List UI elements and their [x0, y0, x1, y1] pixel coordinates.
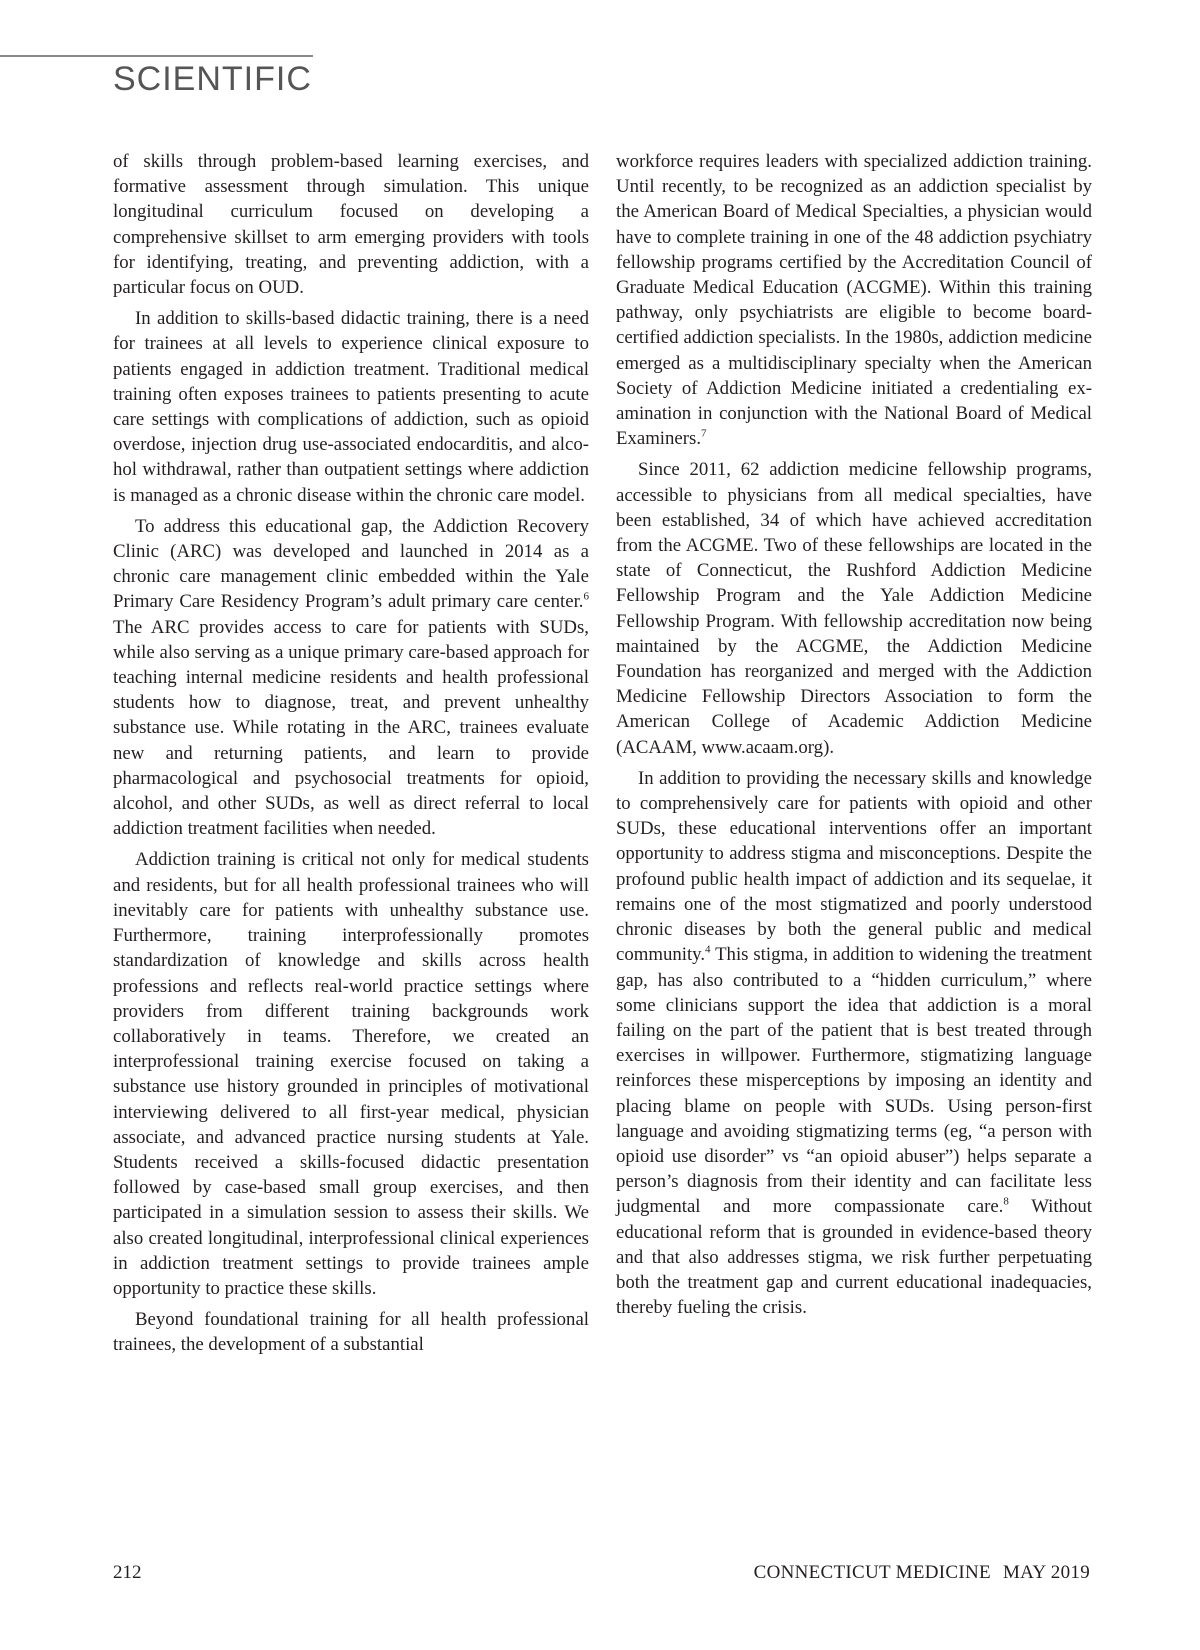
reference-4: 4: [705, 944, 711, 957]
header-rule: [0, 55, 313, 57]
right-paragraph-3-text-c: Without educational reform that is grounded in evidence-based theory and that also addresses stigma, we risk further perpetuating both the treatment gap and current educational inadequacies, thereby fueling the crisis.: [616, 1196, 1092, 1319]
left-paragraph-4: Addiction training is critical not only for medical students and residents, but for all health professional trainees who will inevitably care for patients with unhealthy substance use. Furthermore, training interprofessionally promotes standardization of knowledge and skills across health professions and reflects real-world practice settings where providers from different training backgrounds work collaboratively in teams. Therefore, we created an interprofessional training exercise focused on taking a substance use history grounded in principles of motivational interviewing delivered to all first-year medical, physician associate, and advanced practice nursing students at Yale. Students received a skills-focused didactic presentation followed by case-based small group exercises, and then participated in a simulation session to assess their skills. We also created longitudinal, interprofessional clinical experiences in addiction treatment settings to provide trainees ample opportunity to practice these skills.: [113, 849, 589, 1299]
right-paragraph-2: Since 2011, 62 addiction medicine fellowship programs, accessible to physicians from all medical specialties, have been established, 34 of which have achieved accreditation from the ACGME. Two of these fellowships are located in the state of Connecticut, the Rushford Addiction Medicine Fellowship Program and the Yale Addiction Medicine Fellowship Program. With fellowship accreditation now being maintained by the ACGME, the Addiction Medicine Foundation has reorganized and merged with the Addiction Medicine Fellowship Directors Association to form the American College of Academic Addiction Medicine (ACAAM, www.acaam.org).: [616, 459, 1092, 758]
left-paragraph-3-text-a: To address this educational gap, the Addiction Recovery Clinic (ARC) was developed and launched in 2014 as a chronic care management clinic embedded within the Yale Primary Care Residency Program’s adult primary care center.: [113, 515, 589, 613]
right-column: [616, 149, 1092, 1326]
left-column: [113, 149, 589, 1364]
left-paragraph-3-text-b: The ARC provides access to care for patients with SUDs, while also serving as a unique primary care-based approach for teaching internal medicine residents and health professional students how to diagnose, treat, and prevent unhealthy substance use. While rotating in the ARC, trainees evaluate new and returning patients, and learn to provide pharmacological and psychosocial treatments for opioid, alcohol, and other SUDs, as well as direct referral to local addiction treatment facilities when needed.: [113, 616, 589, 840]
left-paragraph-5: Beyond foundational training for all health professional trainees, the development of a substantial: [113, 1309, 589, 1356]
right-paragraph-3-text-b: This stigma, in addition to widening the treatment gap, has also contributed to a “hidden curriculum,” where some clinicians support the idea that addiction is a moral failing on the part of the patient that is best treated through exercises in willpower. Furthermore, stigmatizing language reinforces these misperceptions by imposing an identity and placing blame on people with SUDs. Using person-first language and avoiding stigmatizing terms (eg, “a person with opioid use disorder” vs “an opioid abuser”) helps separate a person’s diagnosis from their identity and can facilitate less judgmental and more compassionate care.: [616, 944, 1092, 1218]
right-paragraph-1-text: workforce requires leaders with specialized addiction training. Until recently, to be recognized as an addiction specialist by the American Board of Medical Specialties, a physician would have to complete training in one of the 48 addiction psychiatry fellowship programs certified by the Accreditation Council of Graduate Medical Education (ACGME). Within this training pathway, only psychiatrists are eligible to become board-certified addiction specialists. In the 1980s, addiction medicine emerged as a multidisciplinary specialty when the American Society of Addiction Medicine initiated a credentialing examination in conjunction with the National Board of Medical Examiners.: [616, 151, 1092, 450]
right-paragraph-3-text-a: In addition to providing the necessary skills and knowledge to comprehensively care for patients with opioid and other SUDs, these educational interventions offer an important opportunity to address stigma and misconceptions. Despite the profound public health impact of addiction and its sequelae, it remains one of the most stigmatized and poorly understood chronic diseases by both the general public and medical community.: [616, 767, 1092, 966]
section-title: SCIENTIFIC: [113, 60, 312, 98]
right-paragraph-3: [616, 766, 1092, 1320]
reference-7: 7: [701, 427, 707, 440]
journal-issue: MAY 2019: [1002, 1562, 1090, 1583]
left-paragraph-2: In addition to skills-based didactic training, there is a need for trainees at all levels to experience clinical exposure to patients engaged in addiction treatment. Traditional medical training often exposes trainees to patients presenting to acute care settings with complications of addiction, such as opioid overdose, injection drug use-associated endocarditis, and alcohol withdrawal, rather than outpatient settings where addiction is managed as a chronic disease within the chronic care model.: [113, 308, 589, 506]
page-number: 212: [113, 1562, 142, 1583]
journal-name: CONNECTICUT MEDICINE: [753, 1562, 991, 1583]
reference-6: 6: [583, 591, 589, 604]
left-paragraph-3: [113, 514, 589, 842]
journal-footer: [754, 1562, 1090, 1584]
right-paragraph-1: [616, 149, 1092, 451]
left-paragraph-1: of skills through problem-based learning exercises, and formative assessment through simulation. This unique longitudinal curriculum focused on developing a comprehensive skillset to arm emerging providers with tools for identifying, treating, and preventing addiction, with a particular focus on OUD.: [113, 151, 589, 299]
reference-8: 8: [1003, 1196, 1009, 1209]
